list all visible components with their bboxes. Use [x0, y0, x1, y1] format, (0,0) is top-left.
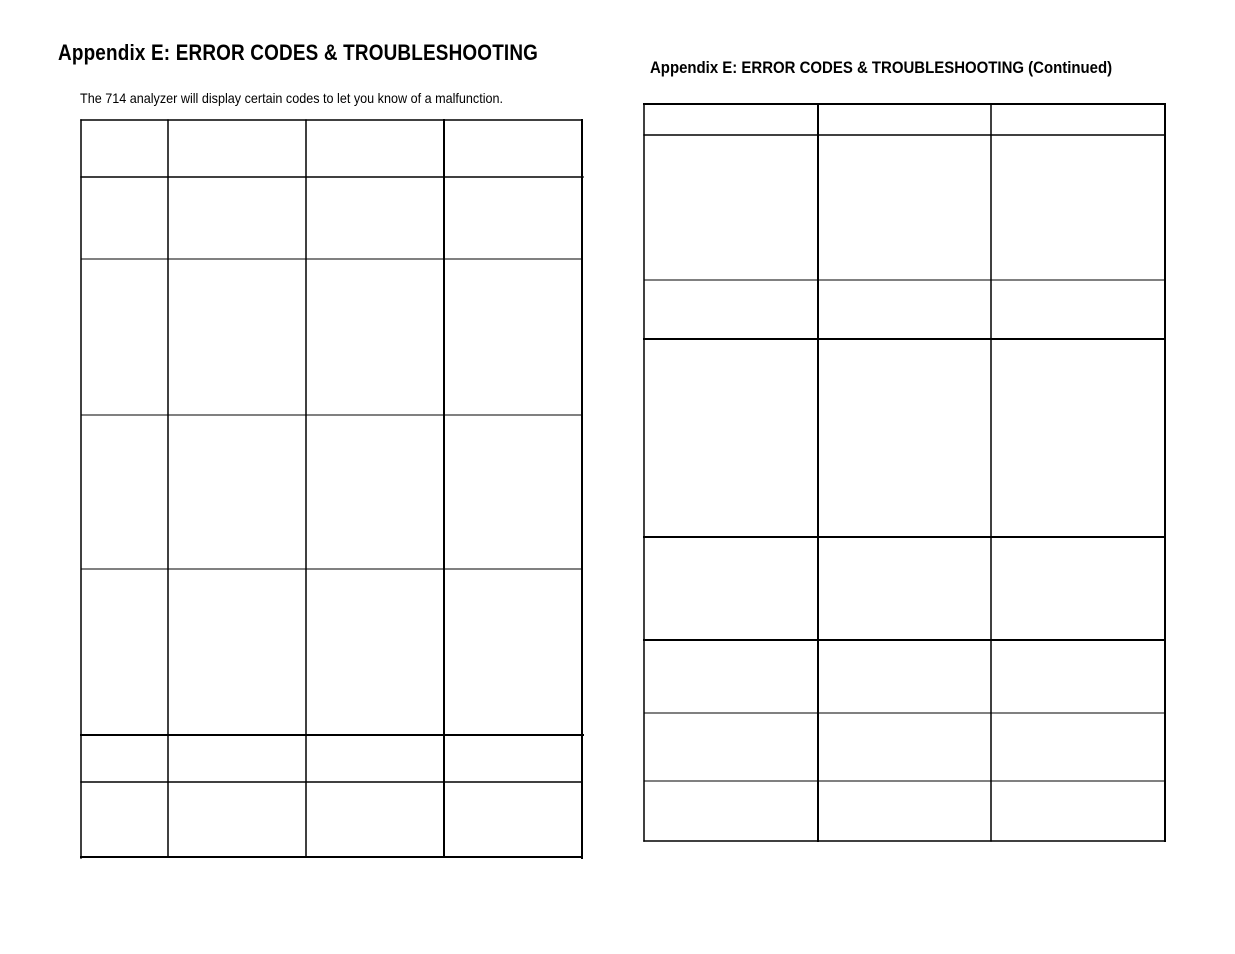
right-page-title: Appendix E: ERROR CODES & TROUBLESHOOTING (Continued) — [650, 58, 1113, 77]
left-page-title: Appendix E: ERROR CODES & TROUBLESHOOTING — [58, 40, 539, 65]
left-page-intro: The 714 analyzer will display certain codes to let you know of a malfunction. — [80, 90, 504, 106]
right-error-code-table — [644, 104, 1165, 841]
